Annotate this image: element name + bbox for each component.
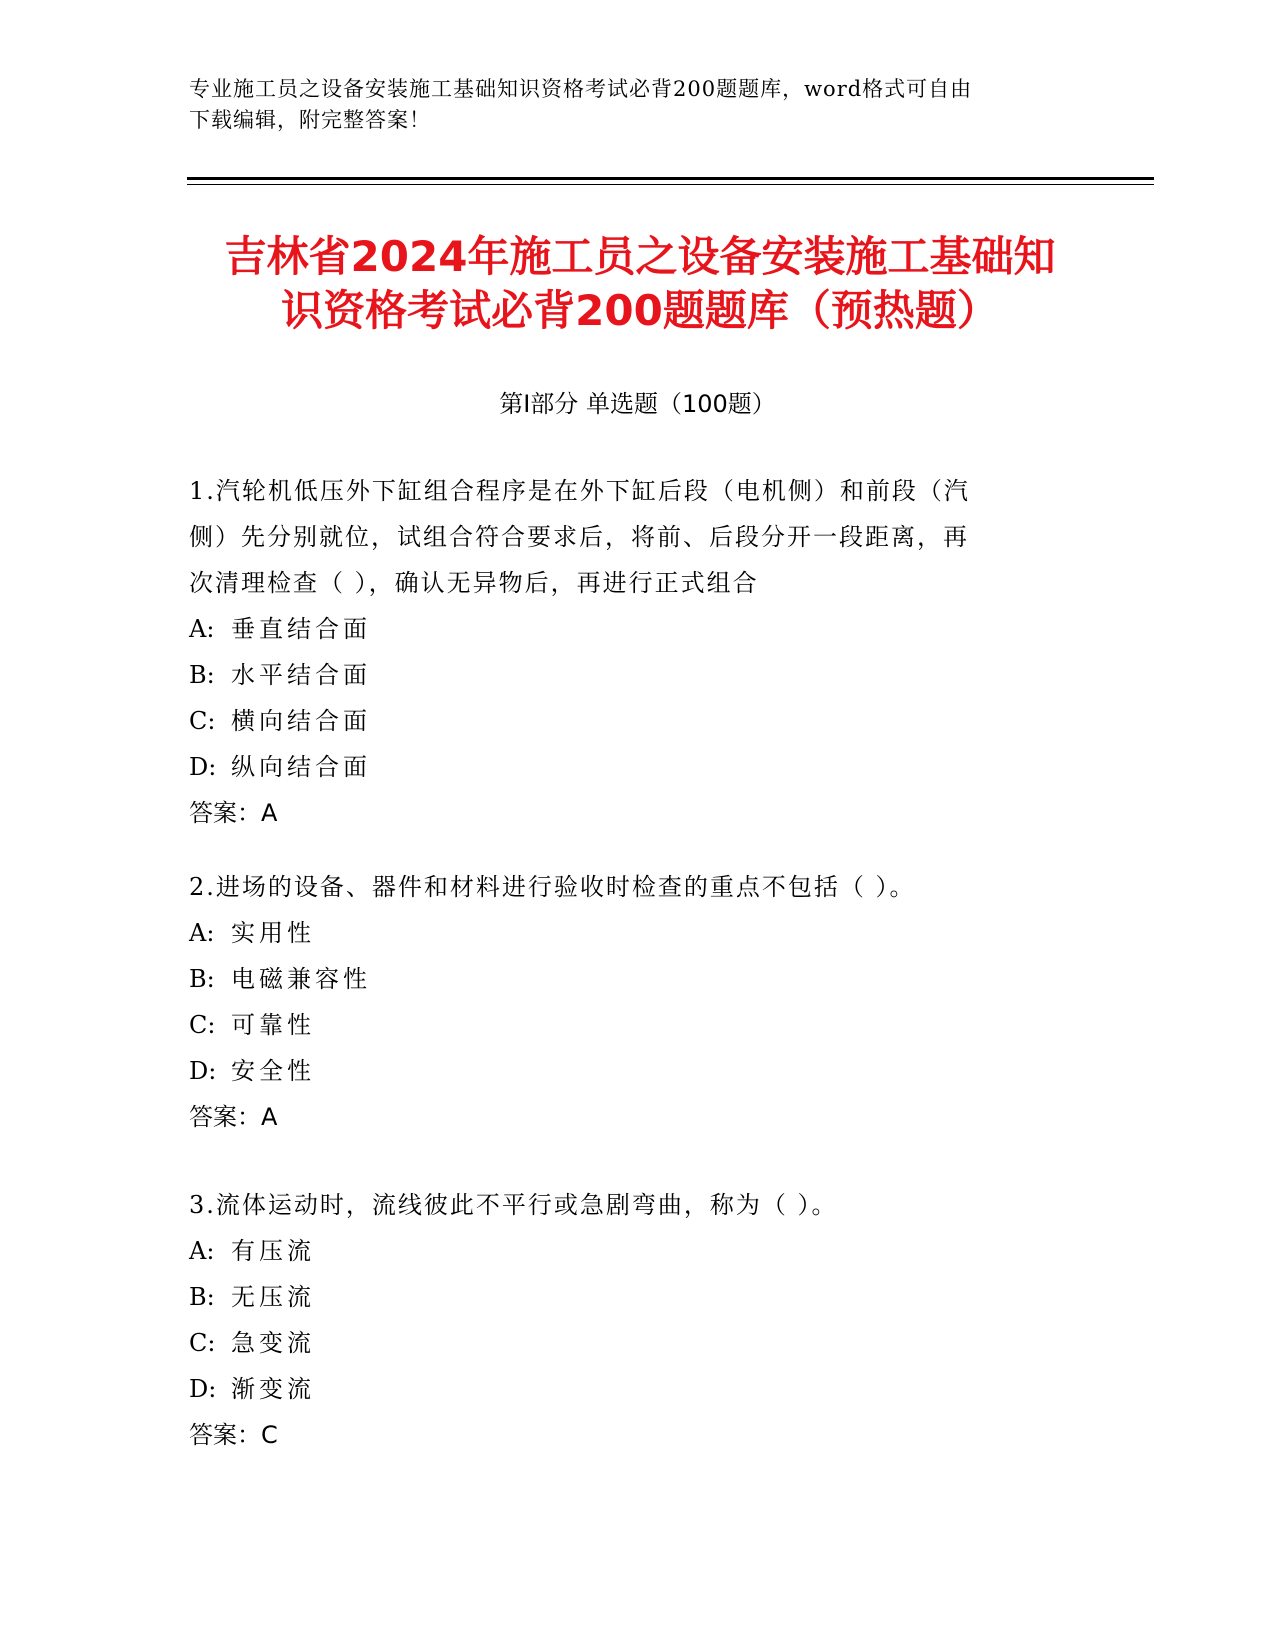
answer-label: 答案：C	[189, 1421, 278, 1449]
option-letter: C:	[189, 1329, 216, 1357]
option-d	[189, 1048, 1069, 1094]
option-letter: A:	[189, 1237, 215, 1265]
option-letter: B:	[189, 661, 215, 689]
option-c	[189, 1002, 1069, 1048]
option-text: 安全性	[231, 1057, 315, 1085]
option-text: 可靠性	[231, 1011, 315, 1039]
answer-label: 答案：A	[189, 1103, 278, 1131]
option-a	[189, 1228, 1069, 1274]
option-text: 无压流	[231, 1283, 315, 1311]
option-b	[189, 956, 1069, 1002]
option-a	[189, 606, 1069, 652]
option-text: 纵向结合面	[231, 753, 371, 781]
answer-label: 答案：A	[189, 799, 278, 827]
option-letter: A:	[189, 615, 215, 643]
option-c	[189, 1320, 1069, 1366]
option-c	[189, 698, 1069, 744]
option-text: 横向结合面	[231, 707, 371, 735]
option-text: 有压流	[231, 1237, 315, 1265]
option-b	[189, 1274, 1069, 1320]
option-letter: B:	[189, 1283, 215, 1311]
header-rule-thick	[187, 177, 1154, 180]
option-letter: D:	[189, 753, 217, 781]
option-letter: D:	[189, 1375, 217, 1403]
option-letter: C:	[189, 1011, 216, 1039]
question-text: 1.汽轮机低压外下缸组合程序是在外下缸后段（电机侧）和前段（汽	[189, 477, 970, 505]
question-block	[189, 864, 1069, 1140]
option-text: 渐变流	[231, 1375, 315, 1403]
option-b	[189, 652, 1069, 698]
option-text: 急变流	[231, 1329, 315, 1357]
option-letter: D:	[189, 1057, 217, 1085]
question-text: 次清理检查（ ），确认无异物后，再进行正式组合	[189, 569, 759, 597]
document-title	[180, 230, 1100, 338]
title-line: 吉林省2024年施工员之设备安装施工基础知	[224, 232, 1056, 281]
option-text: 电磁兼容性	[231, 965, 371, 993]
option-letter: A:	[189, 919, 215, 947]
question-text: 2.进场的设备、器件和材料进行验收时检查的重点不包括（ ）。	[189, 873, 916, 901]
question-block	[189, 1182, 1069, 1458]
option-letter: B:	[189, 965, 215, 993]
header-rule-thin	[187, 184, 1154, 185]
option-letter: C:	[189, 707, 216, 735]
option-d	[189, 744, 1069, 790]
intro-line: 专业施工员之设备安装施工基础知识资格考试必背200题题库，word格式可自由	[189, 77, 973, 101]
option-text: 垂直结合面	[231, 615, 371, 643]
question-text: 3.流体运动时，流线彼此不平行或急剧弯曲，称为（ ）。	[189, 1191, 838, 1219]
title-line: 识资格考试必背200题题库（预热题）	[281, 286, 999, 335]
section-heading: 第Ⅰ部分 单选题（100题）	[499, 390, 776, 418]
question-text: 侧）先分别就位，试组合符合要求后，将前、后段分开一段距离，再	[189, 523, 969, 551]
option-a	[189, 910, 1069, 956]
intro-line: 下载编辑，附完整答案！	[189, 108, 431, 132]
option-text: 实用性	[231, 919, 315, 947]
question-block	[189, 468, 1069, 836]
intro-text	[189, 74, 1089, 136]
option-d	[189, 1366, 1069, 1412]
option-text: 水平结合面	[231, 661, 371, 689]
